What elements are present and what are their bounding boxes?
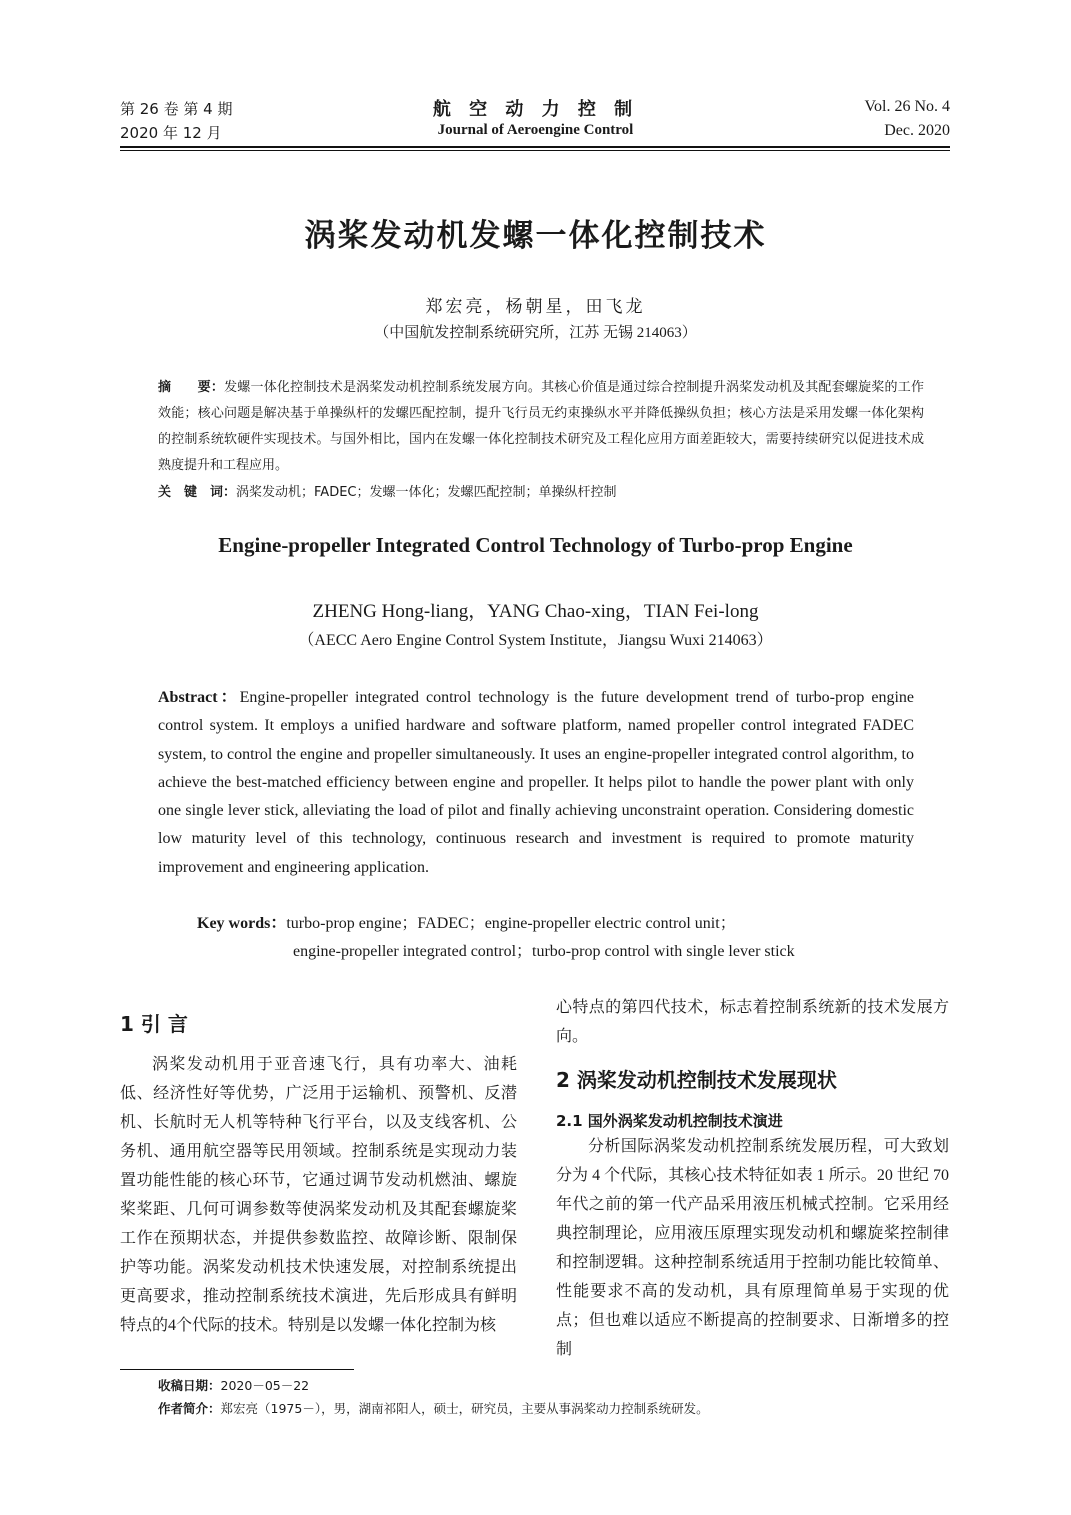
keywords-cn-label: 关 键 词：: [158, 485, 237, 500]
abstract-cn: [158, 375, 924, 479]
abstract-cn-text: 发螺一体化控制技术是涡桨发动机控制系统发展方向。其核心价值是通过综合控制提升涡桨发动机及其配套螺旋桨的工作效能；核心问题是解决基于单操纵杆的发螺匹配控制，提升飞行员无约束操纵水平并降低操纵负担；核心方法是采用发螺一体化架构的控制系统软硬件实现技术。与国外相比，国内在发螺一体化控制技术研究及工程化应用方面差距较大，需要持续研究以促进技术成熟度提升和工程应用。: [158, 380, 924, 473]
footnote-rule: [120, 1369, 354, 1370]
keywords-cn: [158, 480, 924, 506]
section-2-heading: 2 涡桨发动机控制技术发展现状: [556, 1068, 837, 1092]
section-2-1-heading: 2.1 国外涡桨发动机控制技术演进: [556, 1112, 783, 1130]
keywords-en-label: Key words：: [197, 915, 287, 932]
paper-title-cn: 涡桨发动机发螺一体化控制技术: [304, 218, 767, 254]
keywords-en-line2: engine-propeller integrated control；turbo-prop control with single lever stick: [293, 943, 795, 960]
journal-title-cn: 航 空 动 力 控 制: [432, 99, 639, 120]
footnote-received: [158, 1376, 309, 1394]
abstract-cn-label: 摘 要：: [158, 380, 225, 395]
abstract-en: [158, 684, 914, 882]
volume-issue-cn: 第 26 卷 第 4 期: [120, 100, 233, 118]
volume-issue-en: Vol. 26 No. 4: [864, 98, 950, 115]
paper-title-en: Engine-propeller Integrated Control Technology of Turbo-prop Engine: [218, 533, 853, 557]
authors-en: ZHENG Hong-liang，YANG Chao-xing，TIAN Fei-long: [312, 601, 759, 622]
date-cn: 2020 年 12 月: [120, 124, 222, 142]
authors-cn: 郑宏亮，杨朝星，田飞龙: [425, 297, 646, 316]
affiliation-en: （AECC Aero Engine Control System Institute，Jiangsu Wuxi 214063）: [298, 632, 773, 649]
abstract-en-text: Engine-propeller integrated control technology is the future development trend of turbo-prop engine control system. It employs a unified hardware and software platform, named propeller control integrated FADEC system, to control the engine and propeller simultaneously. It uses an engine-propeller integrated control algorithm, to achieve the best-matched efficiency between engine and propeller. It helps pilot to handle the power plant with only one single lever stick, alleviating the load of pilot and finally achieving unconstraint operation. Considering domestic low maturity level of this technology, continuous research and investment is required to promote maturity improvement and engineering application.: [158, 689, 914, 876]
keywords-en-line1: turbo-prop engine；FADEC；engine-propeller electric control unit；: [286, 915, 736, 932]
section-2-1-paragraph: 分析国际涡桨发动机控制系统发展历程，可大致划分为 4 个代际，其核心技术特征如表 1 所示。20 世纪 70 年代之前的第一代产品采用液压机械式控制。它采用经典控制理论，应用液压原理实现发动机和螺旋桨控制律和控制逻辑。这种控制系统适用于控制功能比较简单、性能要求不高的发动机，具有原理简单易于实现的优点；但也难以适应不断提高的控制要求、日渐增多的控制: [556, 1138, 949, 1358]
section-1-heading: 1 引 言: [120, 1012, 188, 1036]
abstract-en-label: Abstract：: [158, 689, 240, 706]
section-1-paragraph: 涡桨发动机用于亚音速飞行，具有功率大、油耗低、经济性好等优势，广泛用于运输机、预警机、反潜机、长航时无人机等特种飞行平台，以及支线客机、公务机、通用航空器等民用领域。控制系统是实现动力装置功能性能的核心环节，它通过调节发动机燃油、螺旋桨桨距、几何可调参数等使涡桨发动机及其配套螺旋桨工作在预期状态，并提供参数监控、故障诊断、限制保护等功能。涡桨发动机技术快速发展，对控制系统提出更高要求，推动控制系统技术演进，先后形成具有鲜明特点的4个代际的技术。特别是以发螺一体化控制为核: [120, 1056, 517, 1334]
footnote-author: [158, 1399, 709, 1417]
header-rule: [120, 146, 950, 151]
keywords-cn-text: 涡桨发动机；FADEC；发螺一体化；发螺匹配控制；单操纵杆控制: [236, 485, 617, 500]
affiliation-cn: （中国航发控制系统研究所，江苏 无锡 214063）: [374, 325, 697, 341]
journal-title-en: Journal of Aeroengine Control: [437, 122, 634, 138]
keywords-en: [197, 910, 914, 938]
date-en: Dec. 2020: [884, 122, 950, 139]
received-date: 2020－05－22: [220, 1378, 310, 1393]
author-bio-label: 作者简介：: [158, 1401, 221, 1416]
author-bio: 郑宏亮（1975－），男，湖南祁阳人，硕士，研究员，主要从事涡桨动力控制系统研发。: [220, 1401, 709, 1416]
section-1-continuation: 心特点的第四代技术，标志着控制系统新的技术发展方向。: [556, 999, 949, 1045]
received-label: 收稿日期：: [158, 1378, 221, 1393]
